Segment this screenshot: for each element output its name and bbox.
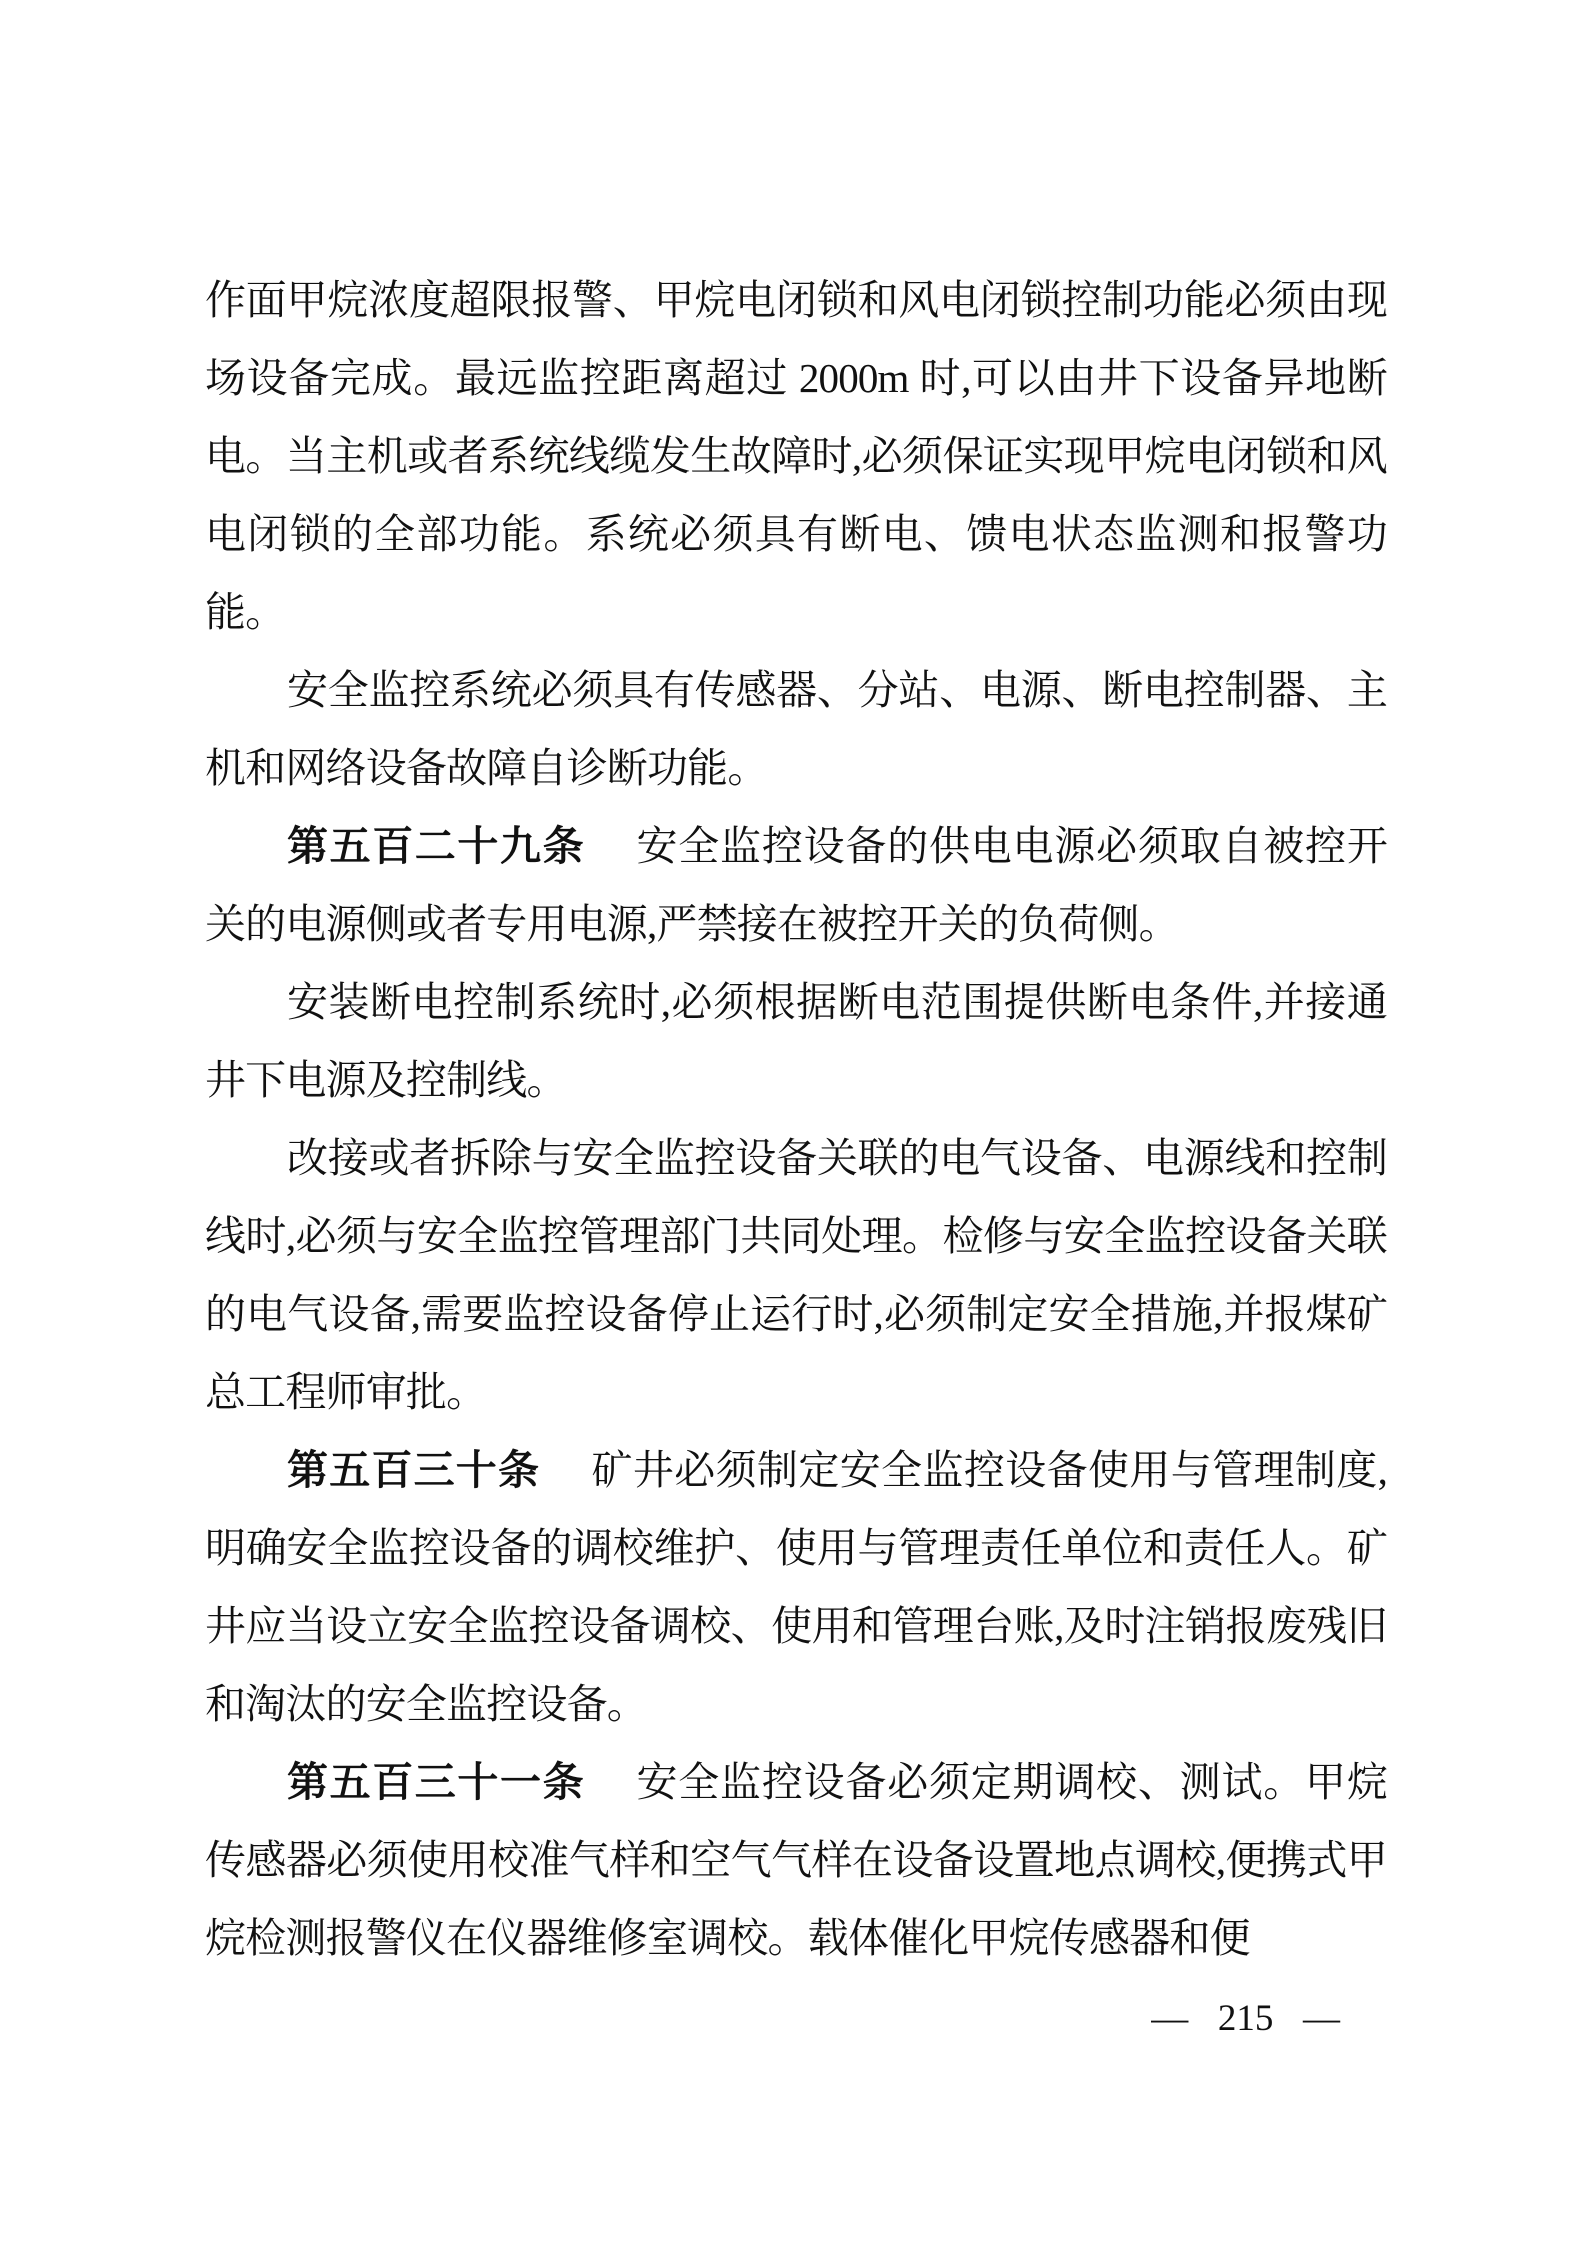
paragraph-text: 作面甲烷浓度超限报警、甲烷电闭锁和风电闭锁控制功能必须由现场设备完成。最远监控距离超过 2000m 时,可以由井下设备异地断电。当主机或者系统线缆发生故障时,必须保证实现甲烷电闭锁和风电闭锁的全部功能。系统必须具有断电、馈电状态监测和报警功能。 bbox=[205, 277, 1387, 635]
page-number: — 215 — bbox=[1151, 1998, 1340, 2039]
paragraph-text: 安装断电控制系统时,必须根据断电范围提供断电条件,并接通井下电源及控制线。 bbox=[205, 979, 1387, 1103]
paragraph bbox=[205, 1431, 1387, 1743]
article-number: 第五百二十九条 bbox=[287, 823, 586, 869]
body-text bbox=[205, 261, 1387, 1977]
paragraph-text: 改接或者拆除与安全监控设备关联的电气设备、电源线和控制线时,必须与安全监控管理部门共同处理。检修与安全监控设备关联的电气设备,需要监控设备停止运行时,必须制定安全措施,并报煤矿总工程师审批。 bbox=[205, 1135, 1387, 1415]
paragraph-text: 矿井必须制定安全监控设备使用与管理制度,明确安全监控设备的调校维护、使用与管理责任单位和责任人。矿井应当设立安全监控设备调校、使用和管理台账,及时注销报废残旧和淘汰的安全监控设备。 bbox=[205, 1447, 1388, 1727]
paragraph bbox=[205, 651, 1387, 807]
paragraph bbox=[205, 807, 1387, 963]
paragraph bbox=[205, 1743, 1387, 1977]
paragraph bbox=[205, 963, 1387, 1119]
article-number: 第五百三十一条 bbox=[287, 1759, 586, 1805]
paragraph-text: 安全监控设备的供电电源必须取自被控开关的电源侧或者专用电源,严禁接在被控开关的负荷侧。 bbox=[205, 823, 1387, 947]
paragraph-text: 安全监控设备必须定期调校、测试。甲烷传感器必须使用校准气样和空气气样在设备设置地点调校,便携式甲烷检测报警仪在仪器维修室调校。载体催化甲烷传感器和便 bbox=[205, 1759, 1387, 1961]
paragraph bbox=[205, 1119, 1387, 1431]
paragraph bbox=[205, 261, 1387, 651]
paragraph-text: 安全监控系统必须具有传感器、分站、电源、断电控制器、主机和网络设备故障自诊断功能。 bbox=[205, 667, 1387, 791]
article-number: 第五百三十条 bbox=[287, 1447, 541, 1493]
